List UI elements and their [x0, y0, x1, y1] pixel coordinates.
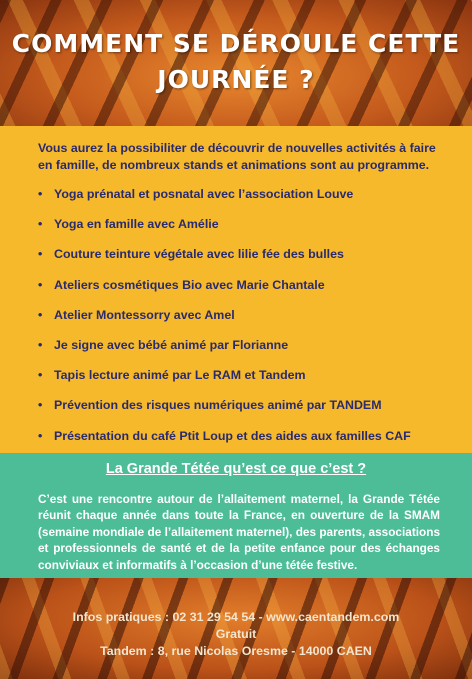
- bullet-icon: •: [38, 428, 43, 443]
- price-line: Gratuit: [215, 627, 257, 641]
- activity-label: Tapis lecture animé par Le RAM et Tandem: [54, 368, 306, 383]
- section-text: C’est une rencontre autour de l’allaitement maternel, la Grande Tétée réunit chaque année dans toute la France, en ouverture de la SMAM (semaine mondiale de l’allaitement maternel), des parents, associations et professionnels de santé et de la petite enfance pour des échanges conviviaux et informatifs à l’occasion d’une tétée festive.: [38, 492, 440, 572]
- contact-line: Infos pratiques : 02 31 29 54 54 - www.caentandem.com: [72, 610, 400, 624]
- activity-label: Je signe avec bébé animé par Florianne: [54, 337, 289, 352]
- practical-info: [0, 609, 472, 660]
- bullet-icon: •: [38, 337, 43, 352]
- title-line-1: COMMENT SE DÉROULE CETTE: [11, 29, 461, 58]
- address-line: Tandem : 8, rue Nicolas Oresme - 14000 CAEN: [100, 644, 372, 658]
- title-line-2: JOURNÉE ?: [157, 65, 315, 94]
- activity-label: Prévention des risques numériques animé par TANDEM: [54, 398, 382, 413]
- list-item: [38, 367, 458, 397]
- grande-tetee-section: [0, 453, 472, 578]
- activity-label: Ateliers cosmétiques Bio avec Marie Chantale: [54, 277, 325, 292]
- footer-banner: [0, 578, 472, 679]
- list-item: [38, 186, 458, 216]
- list-item: [38, 337, 458, 367]
- list-item: [38, 307, 458, 337]
- activity-label: Couture teinture végétale avec lilie fée des bulles: [54, 247, 344, 262]
- bullet-icon: •: [38, 277, 43, 292]
- header-banner: [0, 0, 472, 126]
- activity-list: [38, 186, 458, 458]
- bullet-icon: •: [38, 368, 43, 383]
- section-heading: La Grande Tétée qu’est ce que c’est ?: [105, 461, 367, 477]
- list-item: [38, 246, 458, 276]
- activity-label: Yoga prénatal et posnatal avec l’association Louve: [54, 187, 354, 201]
- list-item: [38, 277, 458, 307]
- bullet-icon: •: [38, 217, 43, 232]
- program-intro: Vous aurez la possibiliter de découvrir de nouvelles activités à faire en famille, de nombreux stands et animations sont au programme.: [38, 141, 436, 172]
- bullet-icon: •: [38, 398, 43, 413]
- list-item: [38, 397, 458, 427]
- bullet-icon: •: [38, 247, 43, 262]
- program-section: [0, 126, 472, 453]
- bullet-icon: •: [38, 307, 43, 322]
- activity-label: Présentation du café Ptit Loup et des aides aux familles CAF: [54, 428, 411, 443]
- page-title: [0, 26, 472, 98]
- list-item: [38, 216, 458, 246]
- bullet-icon: •: [38, 187, 43, 201]
- activity-label: Atelier Montessorry avec Amel: [54, 307, 235, 322]
- activity-label: Yoga en famille avec Amélie: [54, 217, 219, 232]
